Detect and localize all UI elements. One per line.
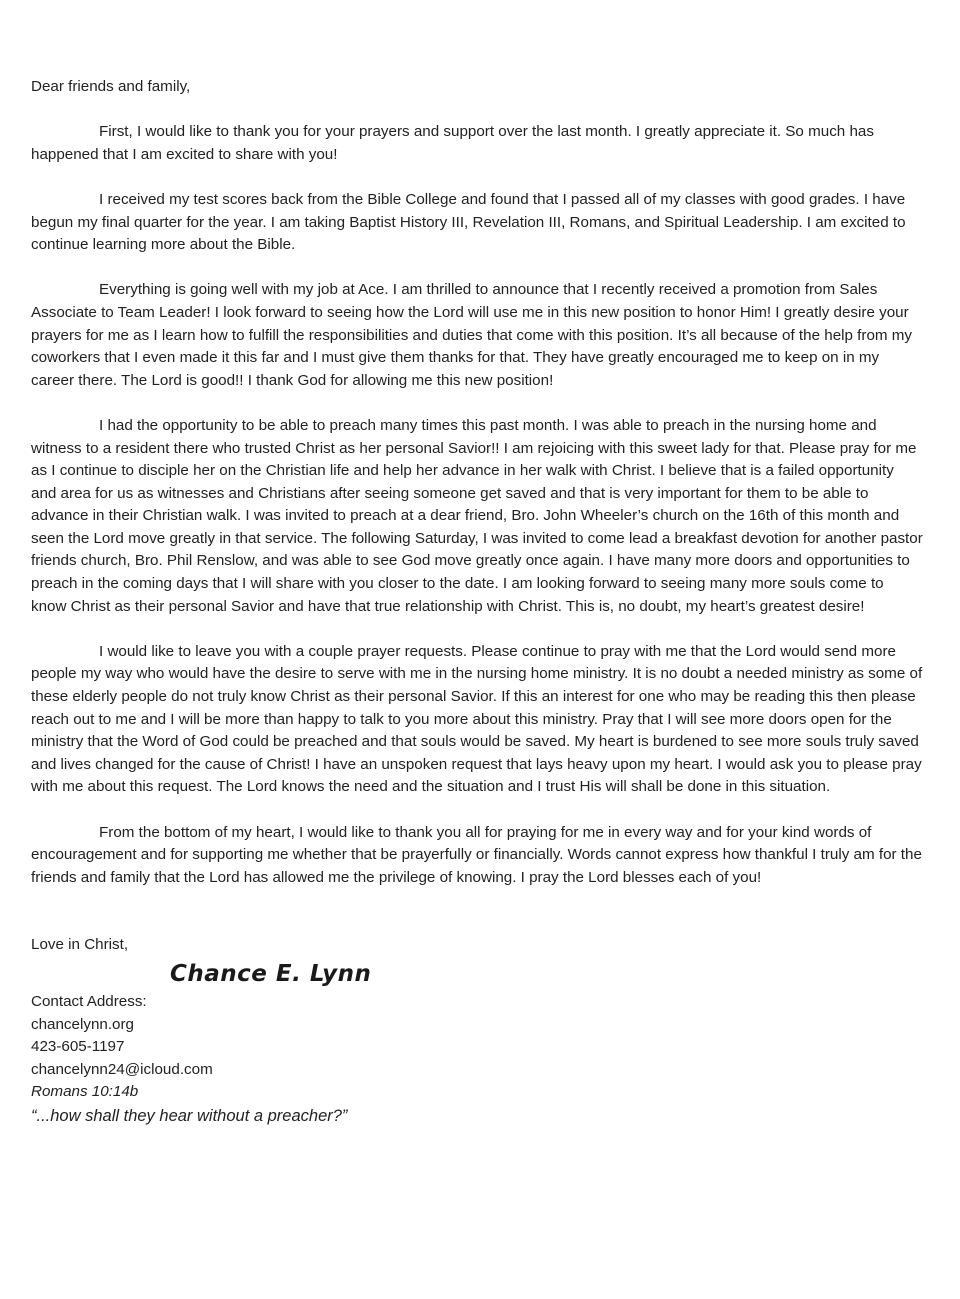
contact-heading: Contact Address: <box>31 992 147 1010</box>
paragraph-preaching: I had the opportunity to be able to preach many times this past month. I was able to preach in the nursing home and witness to a resident there who trusted Christ as her personal Savior!! I am rejoicing with this sweet lady for that. Please pray for me as I continue to disciple her on the Christian life and help her advance in her walk with Christ. I believe that is a failed opportunity and area for us as witnesses and Christians after seeing someone get saved and that is very important for them to be able to advance in their Christian walk. I was invited to preach at a dear friend, Bro. John Wheeler’s church on the 16th of this month and seen the Lord move greatly in that service. The following Saturday, I was invited to come lead a breakfast devotion for another pastor friends church, Bro. Phil Renslow, and was able to see God move greatly once again. I have many more doors and opportunities to preach in the coming days that I will share with you closer to the date. I am looking forward to seeing many more souls come to know Christ as their personal Savior and have that true relationship with Christ. This is, no doubt, my heart’s greatest desire! <box>31 416 923 615</box>
contact-email: chancelynn24@icloud.com <box>31 1060 213 1078</box>
contact-phone: 423-605-1197 <box>31 1038 125 1056</box>
closing: Love in Christ, <box>31 936 129 954</box>
paragraph-prayer-requests: I would like to leave you with a couple prayer requests. Please continue to pray with me that the Lord would send more people my way who would have the desire to serve with me in the nursing home ministry. It is no doubt a needed ministry as some of these elderly people do not truly know Christ as their personal Savior. If this an interest for one who may be reading this then please reach out to me and I will be more than happy to talk to you more about this ministry. Pray that I will see more doors open for the ministry that the Word of God could be preached and that souls would be saved. My heart is burdened to see more souls truly saved and lives changed for the cause of Christ! I have an unspoken request that lays heavy upon my heart. I would ask you to please pray with me about this request. The Lord knows the need and the situation and I trust His will shall be done in this situation. <box>31 642 923 796</box>
paragraph-job: Everything is going well with my job at Ace. I am thrilled to announce that I recently received a promotion from Sales Associate to Team Leader! I look forward to seeing how the Lord will use me in this new position to honor Him! I greatly desire your prayers for me as I learn how to fulfill the responsibilities and duties that come with this position. It’s all because of the help from my coworkers that I even made it this far and I must give them thanks for that. They have greatly encouraged me to keep on in my career there. The Lord is good!! I thank God for allowing me this new position! <box>31 281 913 389</box>
salutation: Dear friends and family, <box>31 78 191 95</box>
verse-reference: Romans 10:14b <box>31 1083 139 1101</box>
paragraph-bible-college: I received my test scores back from the Bible College and found that I passed all of my classes with good grades. I have begun my final quarter for the year. I am taking Baptist History III, Revelation III, Romans, and Spiritual Leadership. I am excited to continue learning more about the Bible. <box>31 190 906 254</box>
paragraph-closing-thanks: From the bottom of my heart, I would like to thank you all for praying for me in every way and for your kind words of encouragement and for supporting me whether that be prayerfully or financially. Words cannot express how thankful I truly am for the friends and family that the Lord has allowed me the privilege of knowing. I pray the Lord blesses each of you! <box>31 823 922 886</box>
verse-quote: “...how shall they hear without a preacher?” <box>31 1106 348 1125</box>
contact-block <box>31 991 923 1129</box>
contact-website: chancelynn.org <box>31 1015 135 1033</box>
signature: Chance E. Lynn <box>170 960 372 987</box>
paragraph-thanks: First, I would like to thank you for your prayers and support over the last month. I greatly appreciate it. So much has happened that I am excited to share with you! <box>31 123 874 163</box>
letter-body <box>31 76 923 1129</box>
